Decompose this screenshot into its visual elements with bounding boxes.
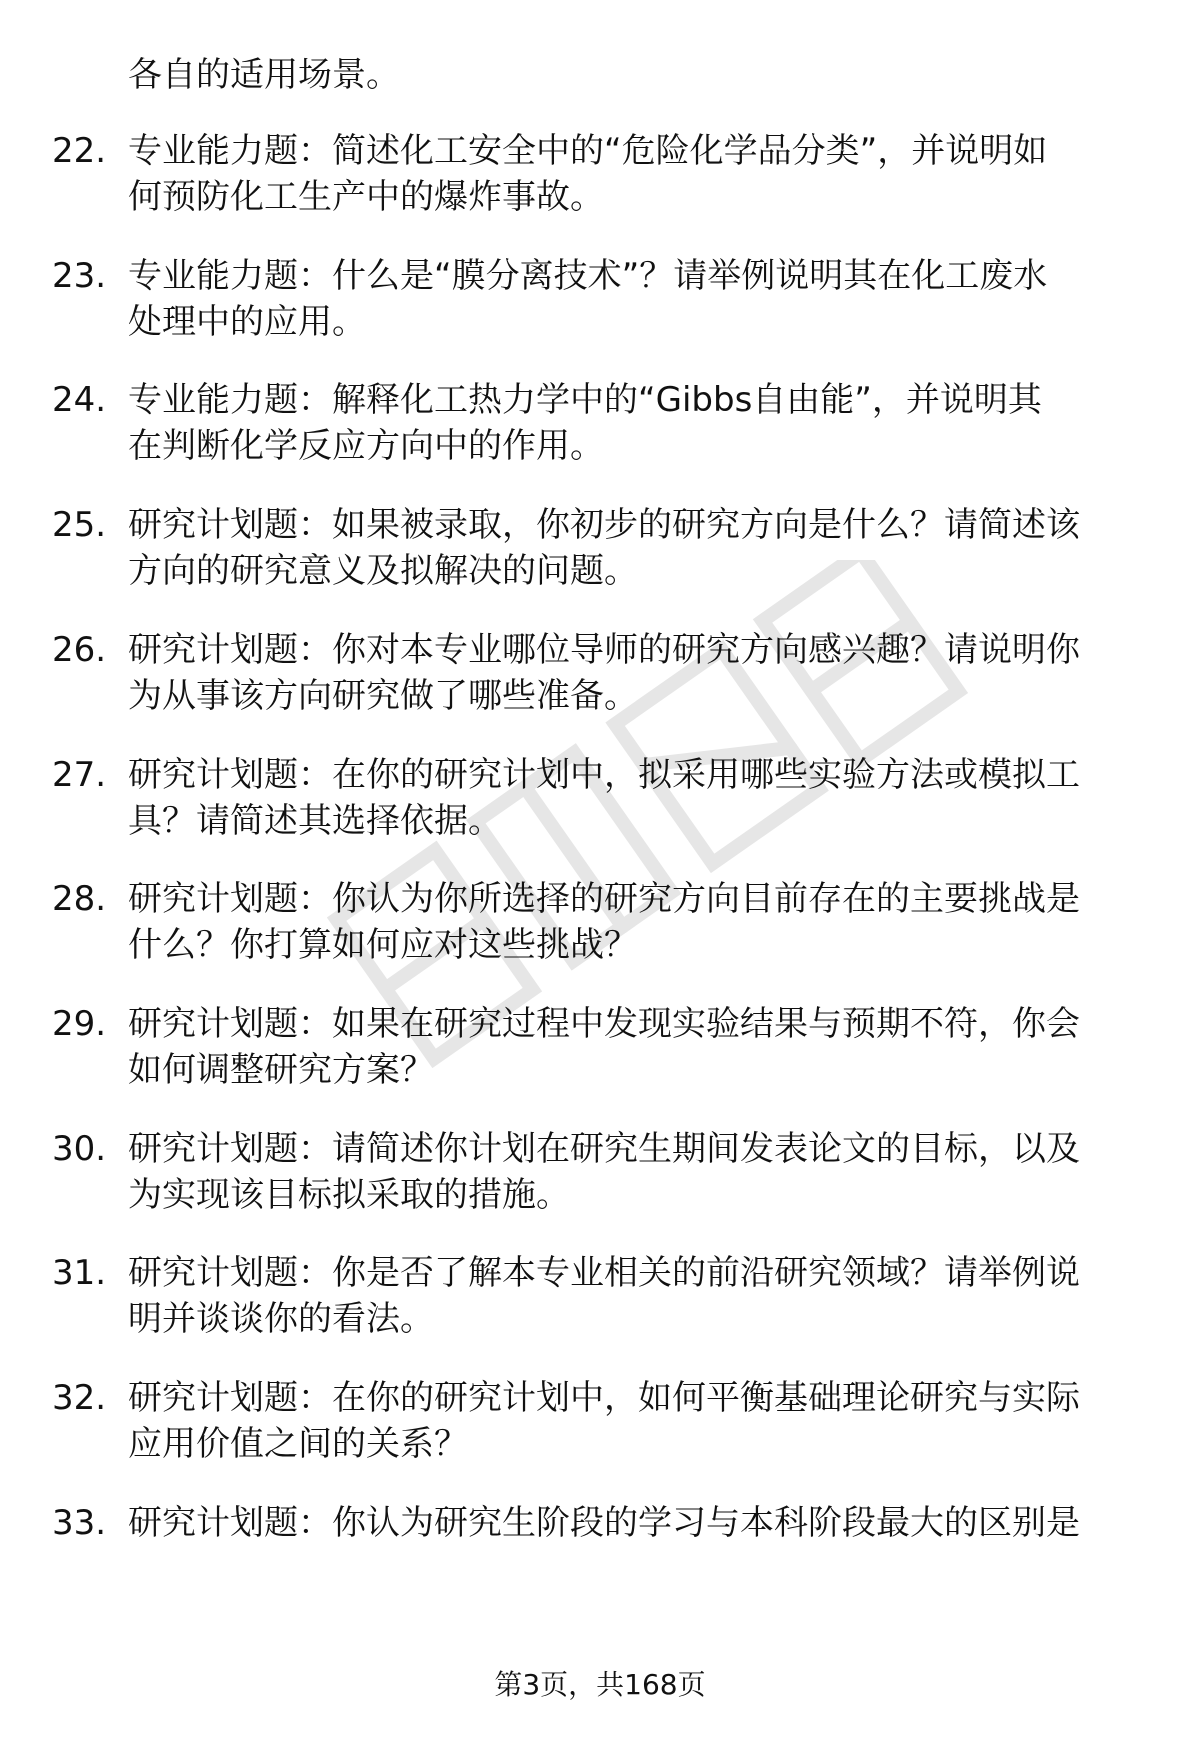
page-footer: 第3页，共168页: [494, 1668, 706, 1701]
item-text-line: 方向的研究意义及拟解决的问题。: [128, 551, 638, 592]
item-number: 30.: [52, 1128, 107, 1169]
item-text-line: 如何调整研究方案？: [128, 1049, 434, 1090]
item-text-line: 为实现该目标拟采取的措施。: [128, 1174, 570, 1215]
item-text-line: 研究计划题：如果在研究过程中发现实验结果与预期不符，你会: [128, 1003, 1080, 1044]
item-text-line: 专业能力题：解释化工热力学中的“Gibbs自由能”，并说明其: [128, 380, 1042, 421]
item-text-line: 研究计划题：如果被录取，你初步的研究方向是什么？请简述该: [128, 505, 1080, 546]
item-text-line: 研究计划题：你认为研究生阶段的学习与本科阶段最大的区别是: [128, 1502, 1080, 1543]
item-number: 25.: [52, 505, 107, 546]
item-number: 27.: [52, 754, 107, 795]
item-number: 31.: [52, 1253, 107, 1294]
item-text-line: 研究计划题：在你的研究计划中，如何平衡基础理论研究与实际: [128, 1378, 1080, 1418]
item-text-line: 应用价值之间的关系？: [128, 1424, 468, 1464]
item-number: 29.: [52, 1003, 107, 1044]
item-text-line: 专业能力题：什么是“膜分离技术”？请举例说明其在化工废水: [128, 255, 1048, 296]
item-text-line: 研究计划题：在你的研究计划中，拟采用哪些实验方法或模拟工: [128, 754, 1080, 795]
item-number: 24.: [52, 380, 107, 421]
item-text-line: 专业能力题：简述化工安全中的“危险化学品分类”，并说明如: [128, 131, 1048, 171]
item-text-line: 各自的适用场景。: [128, 55, 400, 95]
item-text-line: 研究计划题：你认为你所选择的研究方向目前存在的主要挑战是: [128, 879, 1080, 920]
item-text-line: 明并谈谈你的看法。: [128, 1299, 434, 1340]
item-text-line: 为从事该方向研究做了哪些准备。: [128, 675, 638, 716]
item-number: 23.: [52, 255, 107, 296]
item-number: 22.: [52, 131, 107, 171]
item-text-line: 具？请简述其选择依据。: [128, 800, 502, 841]
item-text-line: 处理中的应用。: [128, 301, 366, 342]
item-text-line: 研究计划题：你对本专业哪位导师的研究方向感兴趣？请说明你: [128, 629, 1080, 670]
item-text-line: 何预防化工生产中的爆炸事故。: [128, 177, 604, 217]
item-number: 26.: [52, 629, 107, 670]
item-number: 33.: [52, 1502, 107, 1543]
item-number: 28.: [52, 879, 107, 920]
item-text-line: 在判断化学反应方向中的作用。: [128, 426, 604, 467]
item-text-line: 研究计划题：你是否了解本专业相关的前沿研究领域？请举例说: [128, 1253, 1080, 1294]
item-text-line: 什么？你打算如何应对这些挑战？: [128, 925, 638, 966]
item-number: 32.: [52, 1378, 107, 1418]
item-text-line: 研究计划题：请简述你计划在研究生期间发表论文的目标，以及: [128, 1128, 1080, 1169]
